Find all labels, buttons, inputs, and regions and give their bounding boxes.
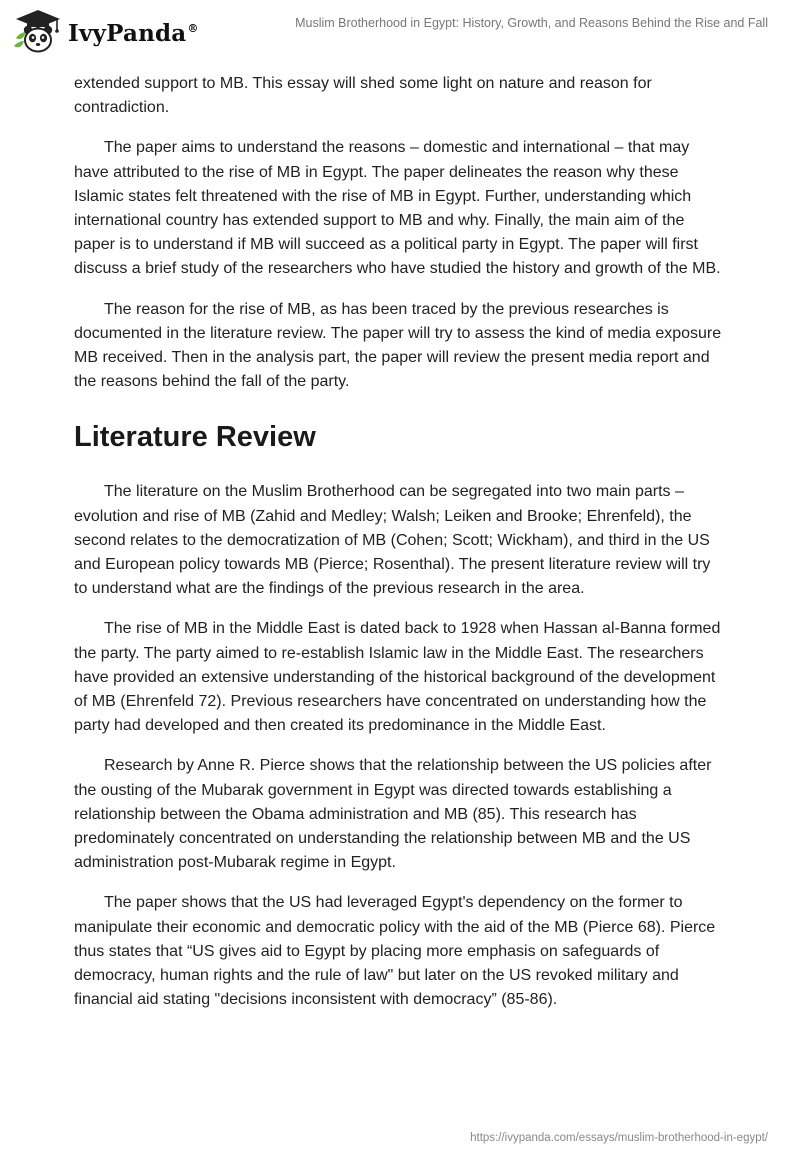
logo-wordmark: IvyPanda® <box>68 20 199 47</box>
paragraph: The literature on the Muslim Brotherhood can be segregated into two main parts – evolution and rise of MB (Zahid and Medley; Walsh; Leiken and Brooke; Ehrenfeld), the second relates to the democratization of MB (Cohen; Scott; Wickham), and third in the US and European policy towards MB (Pierce; Rosenthal). The present literature review will try to understand what are the findings of the previous research in the area. <box>74 483 711 598</box>
essay-body <box>74 72 726 1029</box>
paragraph: The rise of MB in the Middle East is dated back to 1928 when Hassan al-Banna formed the party. The party aimed to re-establish Islamic law in the Middle East. The researchers have provided an extensive understanding of the historical background of the development of MB (Ehrenfeld 72). Previous researchers have concentrated on understanding how the party had developed and then created its predominance in the Middle East. <box>74 620 721 735</box>
paragraph: The paper aims to understand the reasons – domestic and international – that may have attributed to the rise of MB in Egypt. The paper delineates the reason why these Islamic states felt threatened with the rise of MB in Egypt. Further, understanding which international country has extended support to MB and why. Finally, the main aim of the paper is to understand if MB will succeed as a political party in Egypt. The paper will first discuss a brief study of the researchers who have studied the history and growth of the MB. <box>74 139 721 278</box>
paragraph: Research by Anne R. Pierce shows that the relationship between the US policies after the ousting of the Mubarak government in Egypt was directed towards establishing a relationship between the Obama administration and MB (85). This research has predominately concentrated on understanding the relationship between MB and the US administration post-Mubarak regime in Egypt. <box>74 757 712 872</box>
page-header <box>0 0 800 60</box>
panda-graduation-cap-icon <box>12 8 64 59</box>
paragraph: extended support to MB. This essay will shed some light on nature and reason for contradiction. <box>74 75 652 117</box>
paragraph: The reason for the rise of MB, as has been traced by the previous researches is documented in the literature review. The paper will try to assess the kind of media exposure MB received. Then in the analysis part, the paper will review the present media report and the reasons behind the fall of the party. <box>74 300 722 391</box>
section-heading: Literature Review <box>74 421 316 454</box>
ivypanda-logo[interactable] <box>12 8 199 59</box>
source-url[interactable]: https://ivypanda.com/essays/muslim-brotherhood-in-egypt/ <box>470 1132 768 1144</box>
paragraph: The paper shows that the US had leveraged Egypt's dependency on the former to manipulate their economic and democratic policy with the aid of the MB (Pierce 68). Pierce thus states that “US gives aid to Egypt by placing more emphasis on safeguards of democracy, human rights and the rule of law" but later on the US revoked military and financial aid stating "decisions inconsistent with democracy” (85-86). <box>74 894 716 1009</box>
document-title: Muslim Brotherhood in Egypt: History, Growth, and Reasons Behind the Rise and Fall <box>295 16 768 30</box>
